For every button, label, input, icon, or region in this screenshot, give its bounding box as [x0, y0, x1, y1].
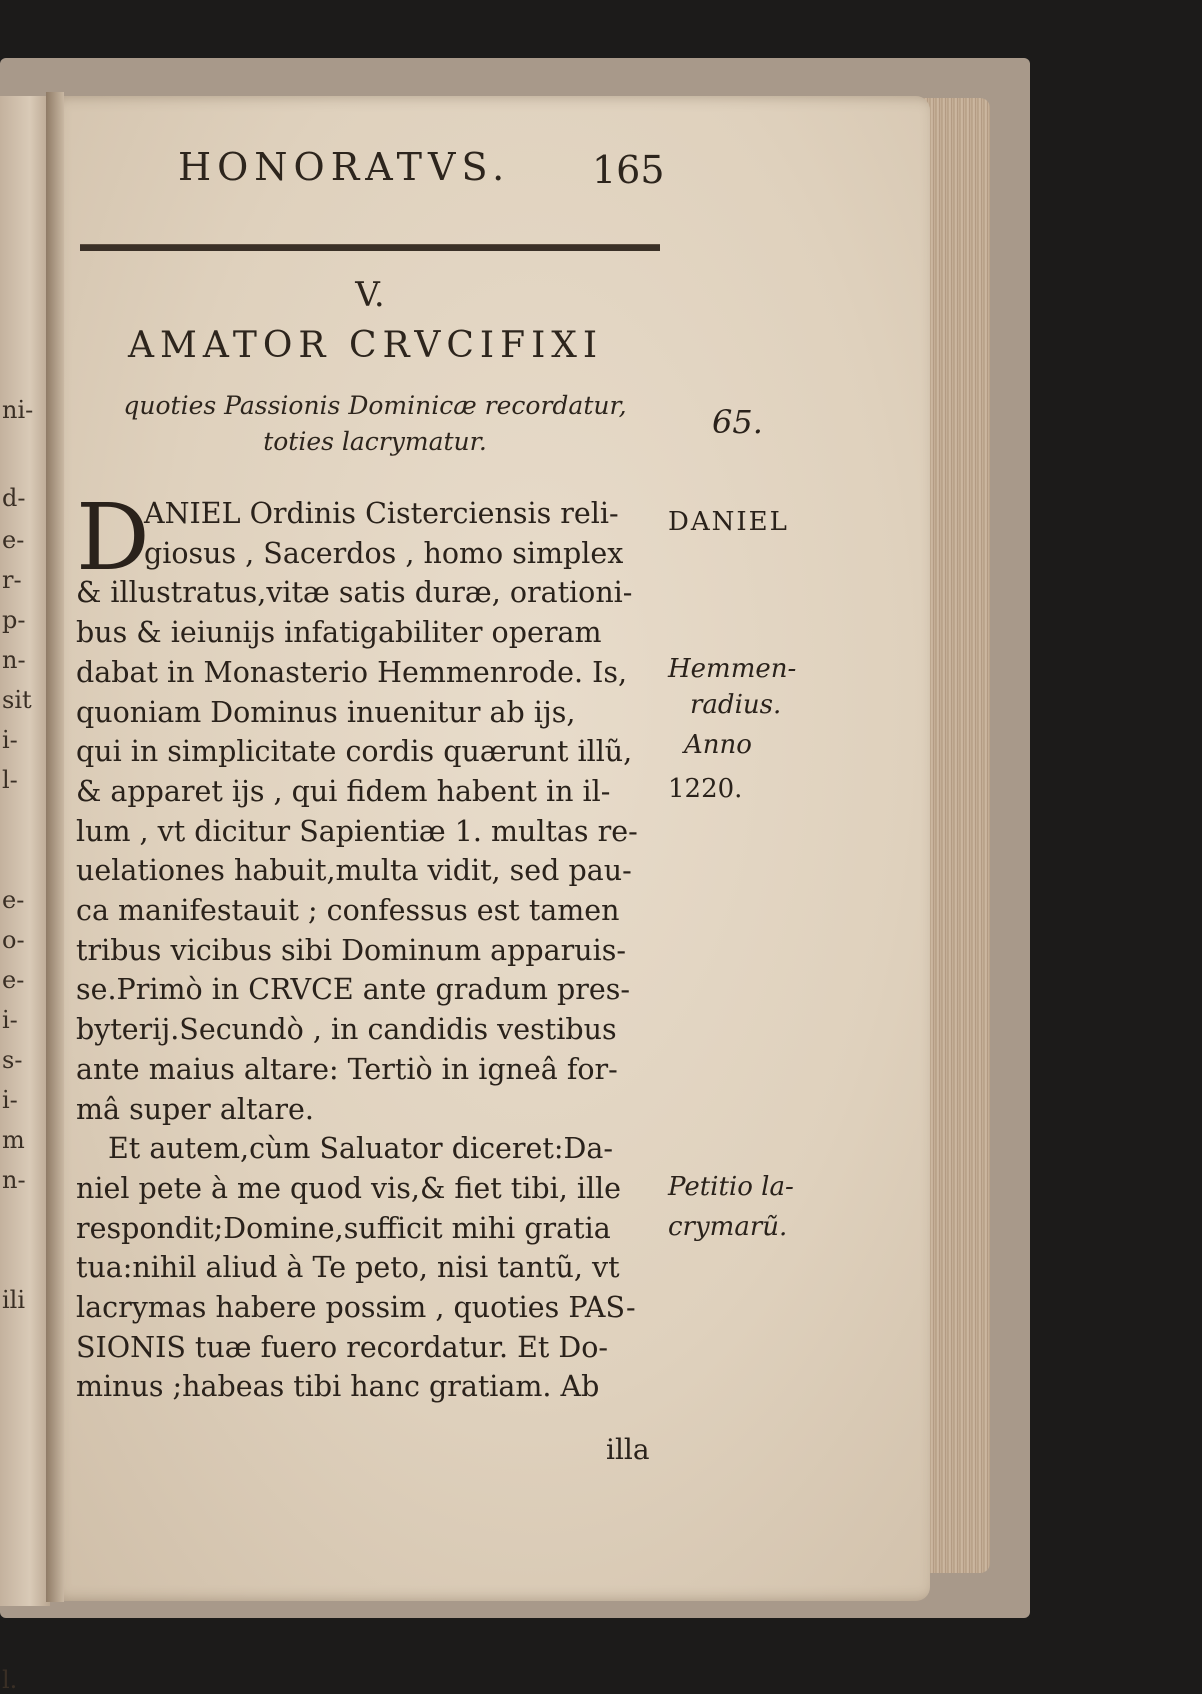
left-page-fragment: i-: [2, 1006, 18, 1034]
body-line: & apparet ijs , qui fidem habent in il-: [76, 774, 611, 808]
left-page-edge: [0, 96, 50, 1694]
page-number: 165: [592, 148, 665, 192]
left-page-fragment: d-: [2, 484, 26, 512]
left-page-fragment: r-: [2, 566, 22, 594]
header-rule: [80, 244, 660, 251]
body-line: SIONIS tuæ fuero recordatur. Et Do-: [76, 1330, 609, 1364]
running-title: HONORATVS.: [178, 145, 511, 189]
left-page-fragment: l-: [2, 766, 18, 794]
body-line: Et autem,cùm Saluator diceret:Da-: [108, 1132, 613, 1166]
gutter: [46, 92, 64, 1602]
left-page-fragment: o-: [2, 926, 25, 954]
left-page-fragment: m: [2, 1126, 25, 1154]
left-page-fragment: e-: [2, 966, 25, 994]
left-page-fragment: p-: [2, 606, 26, 634]
left-page-fragment: n-: [2, 646, 26, 674]
body-line: niel pete à me quod vis,& fiet tibi, ille: [76, 1171, 622, 1205]
marginal-note-year: 1220.: [668, 774, 743, 804]
body-line: mâ super altare.: [76, 1092, 314, 1126]
marginal-note-petitio-1: Petitio la-: [668, 1172, 794, 1202]
body-line: & illustratus,vitæ satis duræ, orationi-: [76, 576, 633, 610]
left-page-fragment: l.: [2, 1666, 18, 1694]
left-page-fragment: ili: [2, 1286, 26, 1314]
section-number: V.: [355, 275, 385, 315]
body-text: [76, 484, 664, 1407]
marginal-note-place-1: Hemmen-: [668, 654, 797, 684]
left-page-fragment: e-: [2, 886, 25, 914]
body-line: byterij.Secundò , in candidis vestibus: [76, 1013, 617, 1047]
left-page-fragment: s-: [2, 1046, 23, 1074]
body-line: minus ;habeas tibi hanc gratiam. Ab: [76, 1370, 600, 1404]
subheading-line-2: toties lacrymatur.: [263, 427, 487, 456]
catchword: illa: [606, 1433, 650, 1466]
body-line: lacrymas habere possim , quoties PAS-: [76, 1291, 636, 1325]
subheading-line-1: quoties Passionis Dominicæ recordatur,: [123, 391, 627, 420]
dropcap: D: [76, 484, 150, 591]
marginal-note-anno: Anno: [684, 730, 752, 760]
left-page-fragment: sit: [2, 686, 32, 714]
left-page-fragment: e-: [2, 526, 25, 554]
body-line: se.Primò in CRVCE ante gradum pres-: [76, 973, 630, 1007]
body-line: ANIEL Ordinis Cisterciensis reli-: [144, 497, 619, 530]
left-page-fragment: ni-: [2, 396, 34, 424]
body-line: ante maius altare: Tertiò in igneâ for-: [76, 1052, 618, 1086]
body-line: uelationes habuit,multa vidit, sed pau-: [76, 854, 632, 888]
left-page-fragment: i-: [2, 726, 18, 754]
body-line: giosus , Sacerdos , homo simplex: [144, 536, 624, 570]
body-line: ca manifestauit ; confessus est tamen: [76, 894, 620, 928]
marginal-note-place-2: radius.: [690, 690, 782, 720]
body-line: respondit;Domine,sufficit mihi gratia: [76, 1211, 611, 1245]
body-line: bus & ieiunijs infatigabiliter operam: [76, 616, 602, 650]
body-line: qui in simplicitate cordis quærunt illũ,: [76, 735, 633, 769]
section-heading: AMATOR CRVCIFIXI: [128, 325, 604, 366]
body-line: dabat in Monasterio Hemmenrode. Is,: [76, 655, 628, 689]
body-line: tribus vicibus sibi Dominum apparuis-: [76, 933, 626, 967]
marginal-number: 65.: [712, 403, 763, 441]
body-line: lum , vt dicitur Sapientiæ 1. multas re-: [76, 814, 638, 848]
marginal-note-petitio-2: crymarũ.: [668, 1212, 788, 1242]
marginal-note-daniel: DANIEL: [668, 507, 789, 537]
body-line: quoniam Dominus inuenitur ab ijs,: [76, 695, 576, 729]
left-page-fragment: n-: [2, 1166, 26, 1194]
left-page-fragment: i-: [2, 1086, 18, 1114]
body-line: tua:nihil aliud à Te peto, nisi tantũ, vt: [76, 1251, 620, 1285]
